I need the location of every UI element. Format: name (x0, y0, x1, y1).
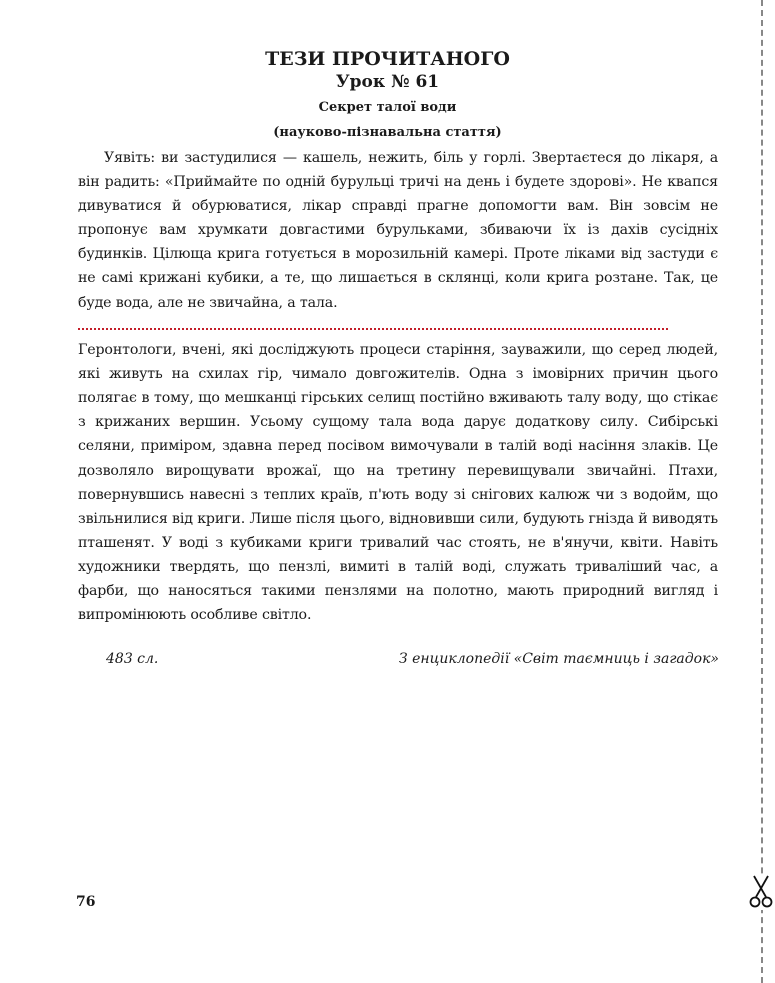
scissors-icon (748, 874, 774, 910)
word-count: 483 сл. (106, 651, 159, 667)
source-citation: З енциклопедії «Світ таємниць і загадок» (398, 651, 719, 667)
paragraph-2-text: Геронтологи, вчені, які досліджують процеси старіння, зауважили, що серед людей, які живуть на схилах гір, чимало довгожителів. Одна з імовірних причин цього полягає в тому, що мешканці гірських селищ постійно вживають талу воду, що стікає з крижаних вершин. Усьому сущому тала вода дарує додаткову силу. Сибірські селяни, приміром, здавна перед посівом вимочували в талій воді насіння злаків. Це дозволяло вирощувати врожаї, що на третину перевищували звичайні. Птахи, повернувшись навесні з теплих країв, п'ють воду зі снігових калюж чи з водойм, що звільнилися від криги. Лише після цього, відновивши сили, будують гнізда й виводять пташенят. У воді з кубиками криги тривалий час стоять, не в'янучи, квіти. Навіть художники твердять, що пензлі, вимиті в талій воді, служать триваліший час, а фарби, що наносяться такими пензлями на полотно, мають природний вигляд і випромінюють особливе світло. (78, 342, 718, 624)
text-genre: (науково-пізнавальна стаття) (273, 125, 502, 140)
thesis-fill-in-line[interactable] (78, 317, 668, 330)
lesson-number: Урок № 61 (335, 72, 440, 92)
paragraph-1: Уявіть: ви застудилися — кашель, нежить, біль у горлі. Звертаєтеся до лікаря, а він радить: «Приймайте по одній бурульці тричі на день і будете здорові». Не квапся дивуватися й обурюватися, лікар справді прагне допомогти вам. Він зовсім не пропонує вам хрумкати довгастими бурульками, збиваючи їх із дахів сусідніх будинків. Цілюща крига готується в морозильній камері. Проте ліками від застуди є не самі крижані кубики, а те, що лишається в склянці, коли крига розтане. Так, це буде вода, але не звичайна, а тала. (78, 150, 718, 311)
paragraph-2 (78, 314, 718, 627)
text-title: Секрет талої води (318, 100, 457, 115)
page-title: ТЕЗИ ПРОЧИТАНОГО (265, 48, 510, 70)
page-number: 76 (76, 894, 96, 910)
cut-line (761, 0, 763, 983)
